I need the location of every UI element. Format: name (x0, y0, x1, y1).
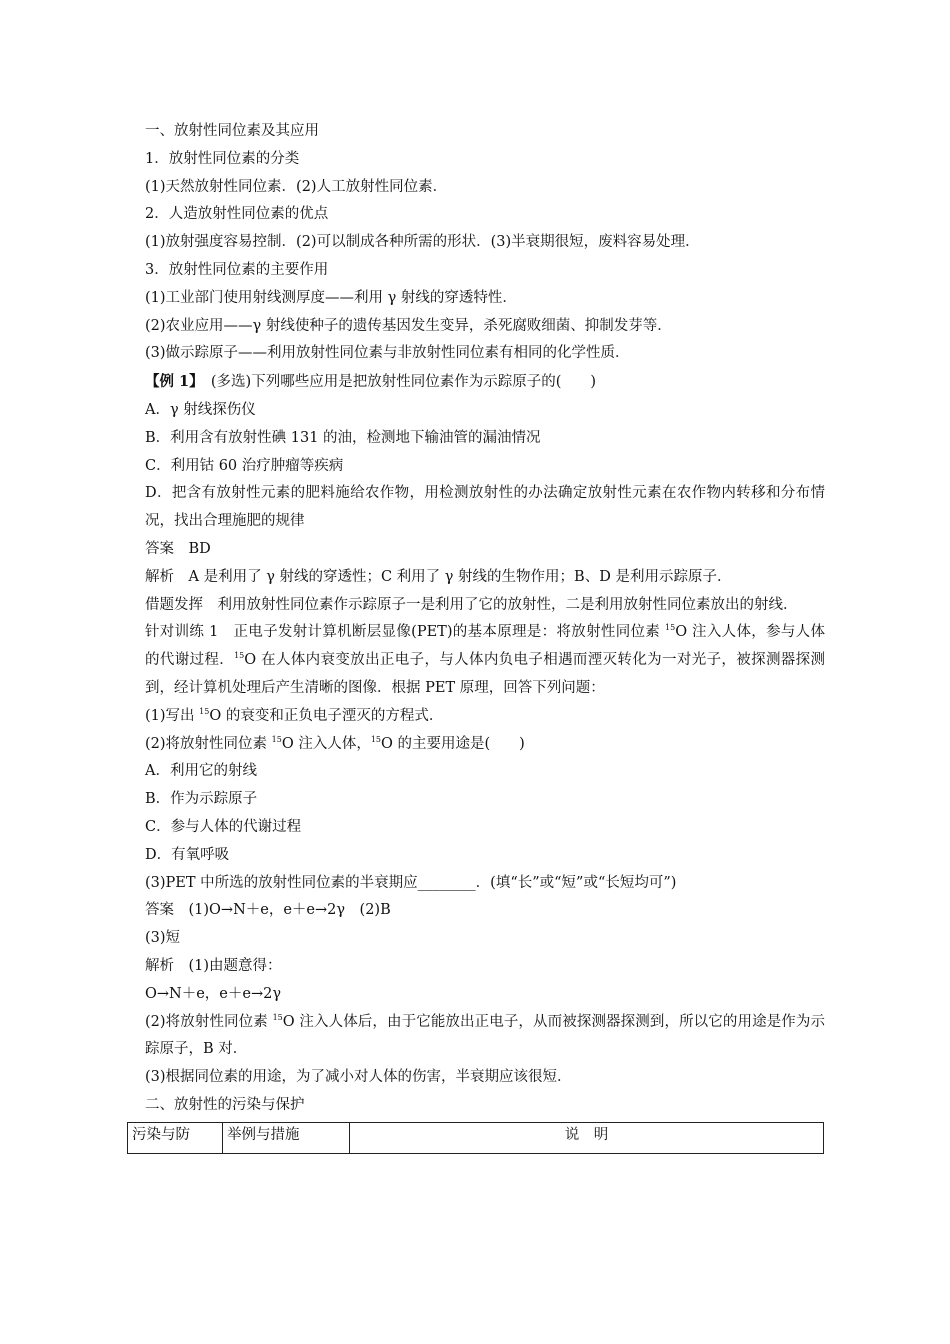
subsection-title: 2．人造放射性同位素的优点 (145, 206, 329, 223)
option-b: B．作为示踪原子 (145, 791, 258, 808)
analysis: (3)根据同位素的用途，为了减小对人体的伤害，半衰期应该很短． (145, 1069, 572, 1086)
answer: (3)短 (145, 930, 181, 947)
option-d: D．把含有放射性元素的肥料施给农作物，用检测放射性的办法确定放射性元素在农作物内转移和分布情况，找出合理施肥的规律 (145, 485, 825, 530)
document-page (132, 118, 826, 1154)
example-label: 【例 1】 (145, 373, 197, 391)
option-c: C．参与人体的代谢过程 (145, 818, 302, 835)
analysis-equation: O→N＋e，e＋e→2γ (145, 985, 282, 1002)
table-header: 说 明 (350, 1122, 824, 1153)
option-a: A．γ 射线探伤仪 (145, 401, 256, 418)
table-row (128, 1122, 824, 1153)
question-2: (2)将放射性同位素 $^{15}$O 注入人体，$^{15}$O 的主要用途是( ) (145, 734, 525, 752)
option-d: D．有氧呼吸 (145, 846, 230, 863)
tip: 借题发挥 利用放射性同位素作示踪原子一是利用了它的放射性，二是利用放射性同位素放出的射线． (145, 596, 798, 613)
option-b: B．利用含有放射性碘 131 的油，检测地下输油管的漏油情况 (145, 429, 541, 446)
table-header: 举例与措施 (223, 1122, 350, 1153)
pollution-table (127, 1122, 824, 1154)
answer: 答案 BD (145, 540, 211, 557)
analysis: 解析 (1)由题意得： (145, 957, 282, 974)
section-title-2: 二、放射性的污染与保护 (145, 1096, 305, 1113)
section-title-1: 一、放射性同位素及其应用 (145, 123, 319, 139)
option-c: C．利用钴 60 治疗肿瘤等疾病 (145, 457, 344, 474)
analysis: 解析 A 是利用了 γ 射线的穿透性；C 利用了 γ 射线的生物作用；B、D 是利用示踪原子． (145, 568, 732, 585)
table-header: 污染与防 (128, 1122, 223, 1153)
list-item: (1)工业部门使用射线测厚度——利用 γ 射线的穿透特性． (145, 289, 517, 306)
analysis: (2)将放射性同位素 $^{15}$O 注入人体后，由于它能放出正电子，从而被探测器探测到，所以它的用途是作为示踪原子，B 对． (145, 1012, 826, 1058)
question-3: (3)PET 中所选的放射性同位素的半衰期应________．(填“长”或“短”或“长短均可”) (145, 874, 677, 891)
list-item: (2)农业应用——γ 射线使种子的遗传基因发生变异，杀死腐败细菌、抑制发芽等． (145, 317, 672, 334)
subsection-title: 1．放射性同位素的分类 (145, 150, 300, 167)
subsection-title: 3．放射性同位素的主要作用 (145, 261, 329, 278)
paragraph: (1)放射强度容易控制．(2)可以制成各种所需的形状．(3)半衰期很短，废料容易处理． (145, 234, 700, 251)
training-intro: 针对训练 1 正电子发射计算机断层显像(PET)的基本原理是：将放射性同位素 $^{15}$O 注入人体，参与人体的代谢过程．$^{15}$O 在人体内衰变放出正电子，与人体内负电子相遇而湮灭转化为一对光子，被探测器探测到，经计算机处理后产生清晰的图像．根据 PET 原理，回答下列问题： (145, 623, 826, 696)
paragraph: (1)天然放射性同位素．(2)人工放射性同位素． (145, 178, 448, 195)
list-item: (3)做示踪原子——利用放射性同位素与非放射性同位素有相同的化学性质． (145, 345, 630, 362)
example-question: 【例 1】 (多选)下列哪些应用是把放射性同位素作为示踪原子的( ) (145, 373, 597, 391)
option-a: A．利用它的射线 (145, 763, 257, 780)
question-1: (1)写出 $^{15}$O 的衰变和正负电子湮灭的方程式． (145, 706, 444, 724)
answer: 答案 (1)O→N＋e，e＋e→2γ (2)B (145, 902, 391, 919)
